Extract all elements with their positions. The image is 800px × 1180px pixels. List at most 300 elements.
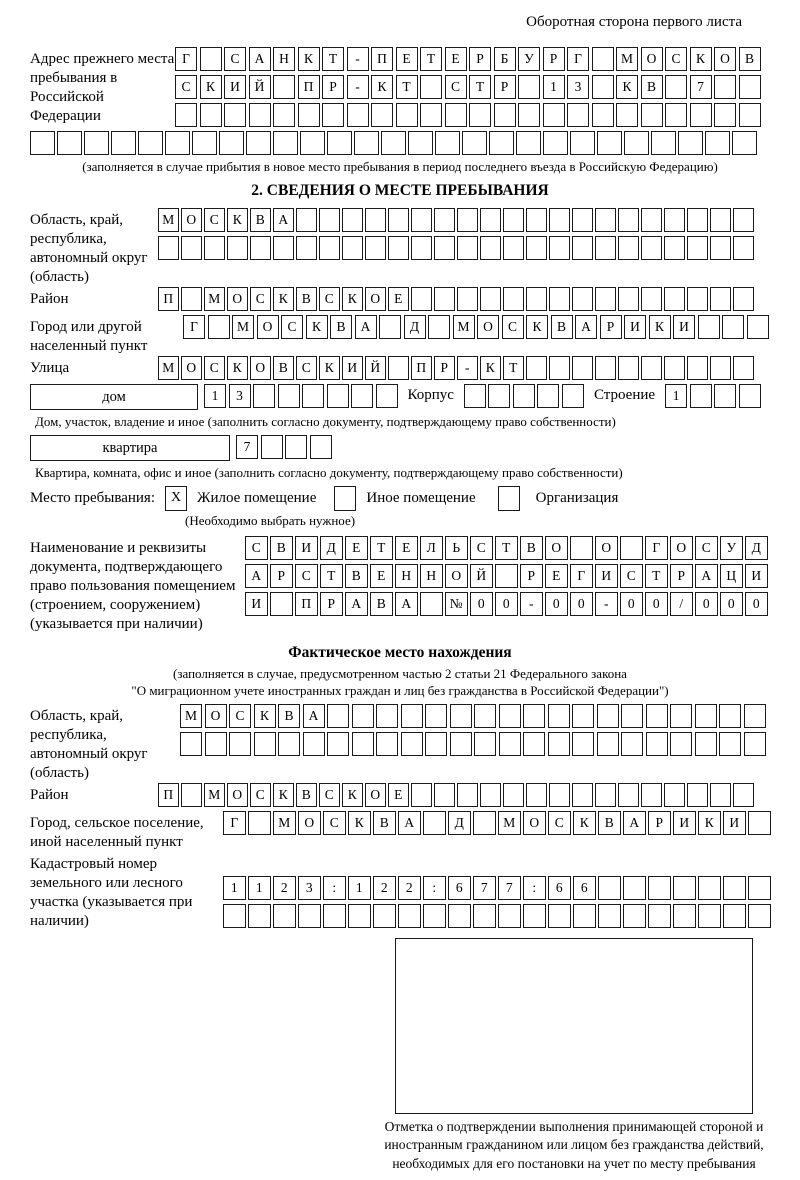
char-box[interactable]: [618, 287, 639, 311]
checkbox-residential[interactable]: X: [165, 486, 187, 511]
char-box[interactable]: [488, 384, 510, 408]
char-box[interactable]: [351, 384, 373, 408]
char-box[interactable]: /: [670, 592, 693, 616]
char-box[interactable]: [572, 704, 594, 728]
char-box[interactable]: Д: [404, 315, 426, 339]
char-box[interactable]: П: [158, 287, 179, 311]
char-box[interactable]: П: [411, 356, 432, 380]
char-box[interactable]: [229, 732, 251, 756]
char-box[interactable]: [595, 208, 616, 232]
char-box[interactable]: [698, 904, 721, 928]
char-box[interactable]: К: [306, 315, 328, 339]
char-box[interactable]: [695, 704, 717, 728]
char-box[interactable]: Р: [600, 315, 622, 339]
char-box[interactable]: Т: [420, 47, 442, 71]
char-box[interactable]: Е: [445, 47, 467, 71]
char-box[interactable]: [641, 783, 662, 807]
char-box[interactable]: [739, 384, 761, 408]
char-box[interactable]: Р: [648, 811, 671, 835]
char-box[interactable]: №: [445, 592, 468, 616]
char-box[interactable]: [598, 904, 621, 928]
char-box[interactable]: В: [250, 208, 271, 232]
char-box[interactable]: [498, 904, 521, 928]
char-box[interactable]: [219, 131, 244, 155]
char-box[interactable]: [572, 208, 593, 232]
char-box[interactable]: [592, 103, 614, 127]
char-box[interactable]: Е: [388, 783, 409, 807]
char-box[interactable]: А: [395, 592, 418, 616]
char-box[interactable]: [719, 704, 741, 728]
char-box[interactable]: [457, 287, 478, 311]
char-box[interactable]: [57, 131, 82, 155]
char-box[interactable]: [673, 904, 696, 928]
char-box[interactable]: [248, 904, 271, 928]
char-box[interactable]: [648, 876, 671, 900]
char-box[interactable]: С: [229, 704, 251, 728]
char-box[interactable]: [641, 208, 662, 232]
char-box[interactable]: [710, 208, 731, 232]
char-box[interactable]: [678, 131, 703, 155]
char-box[interactable]: [572, 732, 594, 756]
char-box[interactable]: [425, 704, 447, 728]
char-box[interactable]: 0: [695, 592, 718, 616]
char-box[interactable]: [84, 131, 109, 155]
char-box[interactable]: [618, 236, 639, 260]
char-box[interactable]: О: [545, 536, 568, 560]
char-box[interactable]: [562, 384, 584, 408]
char-box[interactable]: [401, 704, 423, 728]
char-box[interactable]: [503, 208, 524, 232]
char-box[interactable]: 1: [204, 384, 226, 408]
char-box[interactable]: [523, 704, 545, 728]
char-box[interactable]: [319, 236, 340, 260]
char-box[interactable]: К: [227, 356, 248, 380]
char-box[interactable]: А: [695, 564, 718, 588]
char-box[interactable]: С: [665, 47, 687, 71]
char-box[interactable]: [401, 732, 423, 756]
char-box[interactable]: О: [641, 47, 663, 71]
char-box[interactable]: [673, 876, 696, 900]
char-box[interactable]: [376, 384, 398, 408]
char-box[interactable]: [388, 356, 409, 380]
char-box[interactable]: [175, 103, 197, 127]
char-box[interactable]: Т: [645, 564, 668, 588]
char-box[interactable]: [365, 236, 386, 260]
char-box[interactable]: [303, 732, 325, 756]
char-box[interactable]: [425, 732, 447, 756]
char-box[interactable]: [469, 103, 491, 127]
char-box[interactable]: [670, 732, 692, 756]
char-box[interactable]: [690, 384, 712, 408]
char-box[interactable]: Р: [320, 592, 343, 616]
char-box[interactable]: Ь: [445, 536, 468, 560]
char-box[interactable]: С: [323, 811, 346, 835]
char-box[interactable]: [665, 103, 687, 127]
char-box[interactable]: А: [355, 315, 377, 339]
char-box[interactable]: [285, 435, 307, 459]
char-box[interactable]: Н: [273, 47, 295, 71]
char-box[interactable]: [278, 732, 300, 756]
char-box[interactable]: Р: [543, 47, 565, 71]
char-box[interactable]: А: [273, 208, 294, 232]
char-box[interactable]: [474, 732, 496, 756]
char-box[interactable]: [698, 315, 720, 339]
char-box[interactable]: [388, 208, 409, 232]
char-box[interactable]: И: [595, 564, 618, 588]
char-box[interactable]: [597, 732, 619, 756]
char-box[interactable]: [273, 236, 294, 260]
char-box[interactable]: [503, 287, 524, 311]
char-box[interactable]: 1: [223, 876, 246, 900]
char-box[interactable]: [428, 315, 450, 339]
char-box[interactable]: Т: [370, 536, 393, 560]
char-box[interactable]: [200, 103, 222, 127]
char-box[interactable]: О: [670, 536, 693, 560]
char-box[interactable]: [526, 287, 547, 311]
char-box[interactable]: Т: [469, 75, 491, 99]
char-box[interactable]: Р: [322, 75, 344, 99]
char-box[interactable]: [549, 783, 570, 807]
checkbox-organization[interactable]: [498, 486, 520, 511]
char-box[interactable]: [249, 103, 271, 127]
char-box[interactable]: К: [371, 75, 393, 99]
char-box[interactable]: Т: [503, 356, 524, 380]
char-box[interactable]: Д: [448, 811, 471, 835]
char-box[interactable]: Л: [420, 536, 443, 560]
char-box[interactable]: К: [298, 47, 320, 71]
char-box[interactable]: [480, 208, 501, 232]
char-box[interactable]: М: [204, 287, 225, 311]
char-box[interactable]: А: [245, 564, 268, 588]
char-box[interactable]: [687, 208, 708, 232]
char-box[interactable]: [503, 236, 524, 260]
char-box[interactable]: [597, 704, 619, 728]
char-box[interactable]: [398, 904, 421, 928]
char-box[interactable]: [227, 236, 248, 260]
char-box[interactable]: [296, 236, 317, 260]
char-box[interactable]: [373, 904, 396, 928]
char-box[interactable]: [323, 904, 346, 928]
char-box[interactable]: [710, 356, 731, 380]
char-box[interactable]: [248, 811, 271, 835]
char-box[interactable]: [388, 236, 409, 260]
char-box[interactable]: Н: [395, 564, 418, 588]
char-box[interactable]: Й: [470, 564, 493, 588]
char-box[interactable]: О: [523, 811, 546, 835]
char-box[interactable]: [714, 384, 736, 408]
char-box[interactable]: 1: [248, 876, 271, 900]
char-box[interactable]: [664, 208, 685, 232]
char-box[interactable]: [570, 131, 595, 155]
char-box[interactable]: [423, 811, 446, 835]
char-box[interactable]: [138, 131, 163, 155]
char-box[interactable]: [473, 904, 496, 928]
char-box[interactable]: М: [232, 315, 254, 339]
char-box[interactable]: Р: [670, 564, 693, 588]
char-box[interactable]: [327, 704, 349, 728]
char-box[interactable]: [273, 131, 298, 155]
char-box[interactable]: [549, 208, 570, 232]
char-box[interactable]: 6: [573, 876, 596, 900]
char-box[interactable]: О: [227, 783, 248, 807]
char-box[interactable]: Е: [545, 564, 568, 588]
char-box[interactable]: [208, 315, 230, 339]
char-box[interactable]: [30, 131, 55, 155]
char-box[interactable]: Г: [183, 315, 205, 339]
char-box[interactable]: [570, 536, 593, 560]
char-box[interactable]: [687, 236, 708, 260]
char-box[interactable]: В: [551, 315, 573, 339]
char-box[interactable]: [365, 208, 386, 232]
char-box[interactable]: [567, 103, 589, 127]
char-box[interactable]: [270, 592, 293, 616]
char-box[interactable]: [445, 103, 467, 127]
char-box[interactable]: К: [480, 356, 501, 380]
char-box[interactable]: -: [457, 356, 478, 380]
char-box[interactable]: [620, 536, 643, 560]
char-box[interactable]: [537, 384, 559, 408]
char-box[interactable]: [687, 356, 708, 380]
char-box[interactable]: 0: [545, 592, 568, 616]
char-box[interactable]: А: [398, 811, 421, 835]
char-box[interactable]: [523, 732, 545, 756]
char-box[interactable]: [641, 287, 662, 311]
char-box[interactable]: [474, 704, 496, 728]
char-box[interactable]: Т: [495, 536, 518, 560]
char-box[interactable]: Т: [320, 564, 343, 588]
char-box[interactable]: В: [520, 536, 543, 560]
char-box[interactable]: [457, 208, 478, 232]
char-box[interactable]: О: [181, 356, 202, 380]
char-box[interactable]: [348, 904, 371, 928]
char-box[interactable]: П: [371, 47, 393, 71]
char-box[interactable]: :: [323, 876, 346, 900]
char-box[interactable]: М: [158, 208, 179, 232]
char-box[interactable]: С: [224, 47, 246, 71]
char-box[interactable]: 1: [665, 384, 687, 408]
char-box[interactable]: [526, 356, 547, 380]
char-box[interactable]: [572, 783, 593, 807]
char-box[interactable]: [273, 75, 295, 99]
char-box[interactable]: [462, 131, 487, 155]
char-box[interactable]: [719, 732, 741, 756]
char-box[interactable]: -: [595, 592, 618, 616]
char-box[interactable]: [548, 904, 571, 928]
char-box[interactable]: [254, 732, 276, 756]
char-box[interactable]: [646, 704, 668, 728]
char-box[interactable]: М: [273, 811, 296, 835]
char-box[interactable]: Е: [345, 536, 368, 560]
char-box[interactable]: [744, 732, 766, 756]
char-box[interactable]: [648, 904, 671, 928]
char-box[interactable]: [181, 287, 202, 311]
char-box[interactable]: [327, 384, 349, 408]
char-box[interactable]: [710, 287, 731, 311]
char-box[interactable]: [261, 435, 283, 459]
char-box[interactable]: 0: [495, 592, 518, 616]
char-box[interactable]: [595, 287, 616, 311]
char-box[interactable]: С: [319, 783, 340, 807]
char-box[interactable]: [733, 287, 754, 311]
char-box[interactable]: В: [296, 783, 317, 807]
char-box[interactable]: К: [649, 315, 671, 339]
char-box[interactable]: [411, 208, 432, 232]
char-box[interactable]: [181, 783, 202, 807]
char-box[interactable]: [224, 103, 246, 127]
char-box[interactable]: С: [245, 536, 268, 560]
char-box[interactable]: [300, 131, 325, 155]
char-box[interactable]: [420, 103, 442, 127]
char-box[interactable]: Д: [320, 536, 343, 560]
char-box[interactable]: С: [620, 564, 643, 588]
char-box[interactable]: М: [180, 704, 202, 728]
char-box[interactable]: И: [245, 592, 268, 616]
char-box[interactable]: [181, 236, 202, 260]
char-box[interactable]: [744, 704, 766, 728]
char-box[interactable]: [714, 75, 736, 99]
char-box[interactable]: А: [575, 315, 597, 339]
char-box[interactable]: С: [295, 564, 318, 588]
char-box[interactable]: Б: [494, 47, 516, 71]
char-box[interactable]: [621, 704, 643, 728]
char-box[interactable]: К: [273, 287, 294, 311]
char-box[interactable]: В: [345, 564, 368, 588]
char-box[interactable]: [665, 75, 687, 99]
char-box[interactable]: С: [204, 208, 225, 232]
char-box[interactable]: [548, 732, 570, 756]
char-box[interactable]: И: [673, 811, 696, 835]
char-box[interactable]: К: [616, 75, 638, 99]
char-box[interactable]: [595, 356, 616, 380]
char-box[interactable]: 0: [645, 592, 668, 616]
char-box[interactable]: [664, 236, 685, 260]
char-box[interactable]: [664, 287, 685, 311]
char-box[interactable]: -: [520, 592, 543, 616]
char-box[interactable]: [342, 208, 363, 232]
char-box[interactable]: М: [158, 356, 179, 380]
char-box[interactable]: -: [347, 75, 369, 99]
char-box[interactable]: [549, 287, 570, 311]
char-box[interactable]: [733, 208, 754, 232]
char-box[interactable]: [664, 783, 685, 807]
char-box[interactable]: Й: [249, 75, 271, 99]
char-box[interactable]: 2: [398, 876, 421, 900]
char-box[interactable]: [408, 131, 433, 155]
char-box[interactable]: [376, 732, 398, 756]
char-box[interactable]: [434, 287, 455, 311]
char-box[interactable]: 7: [473, 876, 496, 900]
char-box[interactable]: [526, 208, 547, 232]
char-box[interactable]: О: [445, 564, 468, 588]
char-box[interactable]: [739, 75, 761, 99]
char-box[interactable]: С: [319, 287, 340, 311]
char-box[interactable]: [664, 356, 685, 380]
char-box[interactable]: И: [224, 75, 246, 99]
char-box[interactable]: Е: [395, 536, 418, 560]
char-box[interactable]: Е: [396, 47, 418, 71]
char-box[interactable]: 6: [448, 876, 471, 900]
char-box[interactable]: [298, 103, 320, 127]
char-box[interactable]: [748, 876, 771, 900]
char-box[interactable]: А: [345, 592, 368, 616]
char-box[interactable]: [310, 435, 332, 459]
char-box[interactable]: [381, 131, 406, 155]
char-box[interactable]: [573, 904, 596, 928]
char-box[interactable]: [733, 356, 754, 380]
char-box[interactable]: [623, 876, 646, 900]
char-box[interactable]: [687, 287, 708, 311]
char-box[interactable]: К: [573, 811, 596, 835]
char-box[interactable]: Е: [370, 564, 393, 588]
char-box[interactable]: В: [296, 287, 317, 311]
char-box[interactable]: [513, 384, 535, 408]
char-box[interactable]: [420, 592, 443, 616]
char-box[interactable]: [253, 384, 275, 408]
char-box[interactable]: [411, 783, 432, 807]
char-box[interactable]: [342, 236, 363, 260]
char-box[interactable]: С: [281, 315, 303, 339]
char-box[interactable]: М: [616, 47, 638, 71]
char-box[interactable]: Г: [223, 811, 246, 835]
char-box[interactable]: С: [250, 287, 271, 311]
char-box[interactable]: [714, 103, 736, 127]
char-box[interactable]: [480, 236, 501, 260]
char-box[interactable]: [420, 75, 442, 99]
char-box[interactable]: Е: [388, 287, 409, 311]
char-box[interactable]: К: [254, 704, 276, 728]
char-box[interactable]: [739, 103, 761, 127]
char-box[interactable]: Р: [270, 564, 293, 588]
char-box[interactable]: [518, 103, 540, 127]
char-box[interactable]: 6: [548, 876, 571, 900]
char-box[interactable]: [495, 564, 518, 588]
char-box[interactable]: В: [739, 47, 761, 71]
char-box[interactable]: :: [423, 876, 446, 900]
char-box[interactable]: Т: [396, 75, 418, 99]
char-box[interactable]: А: [249, 47, 271, 71]
char-box[interactable]: [646, 732, 668, 756]
char-box[interactable]: [543, 131, 568, 155]
char-box[interactable]: [526, 236, 547, 260]
char-box[interactable]: К: [200, 75, 222, 99]
char-box[interactable]: В: [641, 75, 663, 99]
char-box[interactable]: [695, 732, 717, 756]
char-box[interactable]: [549, 356, 570, 380]
char-box[interactable]: И: [673, 315, 695, 339]
char-box[interactable]: [450, 732, 472, 756]
char-box[interactable]: С: [296, 356, 317, 380]
char-box[interactable]: [473, 811, 496, 835]
char-box[interactable]: [423, 904, 446, 928]
char-box[interactable]: Д: [745, 536, 768, 560]
char-box[interactable]: [250, 236, 271, 260]
char-box[interactable]: [592, 47, 614, 71]
char-box[interactable]: [747, 315, 769, 339]
char-box[interactable]: [457, 236, 478, 260]
char-box[interactable]: О: [227, 287, 248, 311]
char-box[interactable]: :: [523, 876, 546, 900]
char-box[interactable]: [616, 103, 638, 127]
char-box[interactable]: В: [330, 315, 352, 339]
char-box[interactable]: [698, 876, 721, 900]
char-box[interactable]: Ц: [720, 564, 743, 588]
char-box[interactable]: К: [342, 287, 363, 311]
char-box[interactable]: 2: [273, 876, 296, 900]
char-box[interactable]: 7: [690, 75, 712, 99]
char-box[interactable]: К: [227, 208, 248, 232]
char-box[interactable]: С: [470, 536, 493, 560]
char-box[interactable]: [670, 704, 692, 728]
